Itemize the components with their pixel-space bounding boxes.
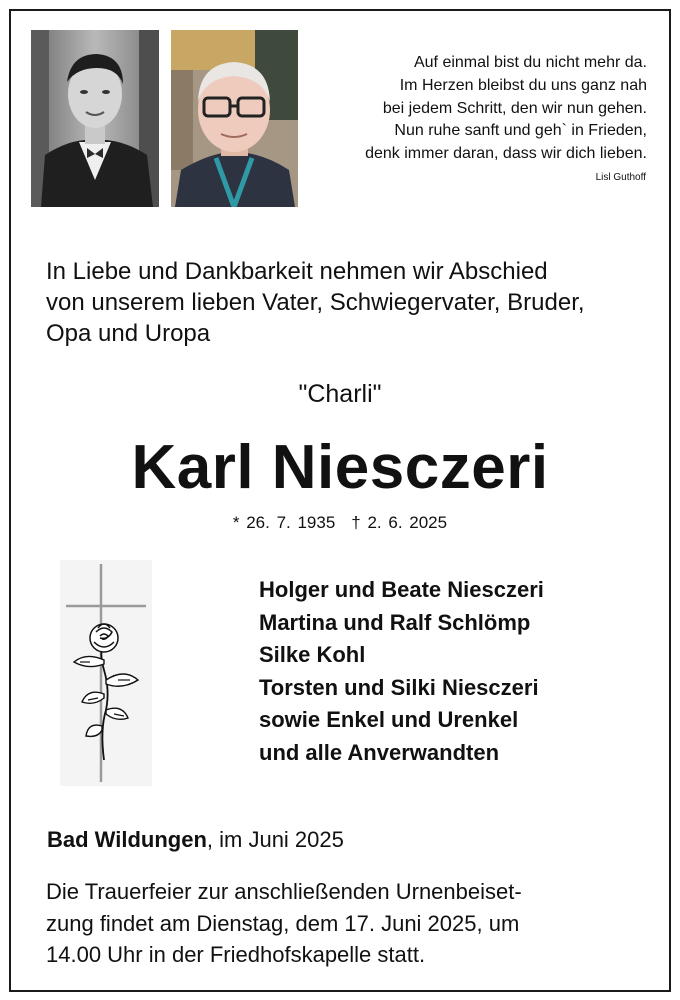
poem-line: Nun ruhe sanft und geh` in Frieden, [394,122,647,140]
funeral-notice [46,876,522,971]
intro-text [46,256,585,349]
cross-with-rose-icon [60,560,152,786]
poem-author: Lisl Guthoff [595,172,646,183]
place-and-date [47,827,344,853]
intro-line: In Liebe und Dankbarkeit nehmen wir Abschied [46,258,548,285]
mourners-list [259,574,544,769]
photo-elderly-portrait [171,30,298,207]
deceased-nickname: "Charli" [298,380,382,408]
intro-line: Opa und Uropa [46,320,211,347]
death-date: † 2. 6. 2025 [351,513,448,532]
notice-line: 14.00 Uhr in der Friedhofskapelle statt. [46,942,426,967]
poem-line: Im Herzen bleibst du uns ganz nah [399,76,647,94]
mourner-entry: Torsten und Silki Niesczeri [259,674,539,700]
photo-young-portrait [31,30,159,207]
poem [365,52,647,166]
poem-line: Auf einmal bist du nicht mehr da. [413,54,647,71]
notice-line: zung findet am Dienstag, dem 17. Juni 2025, um [46,910,520,936]
mourner-entry: Silke Kohl [259,642,366,667]
place-city: Bad Wildungen [47,827,207,852]
notice-line: Die Trauerfeier zur anschließenden Urnenbeiset- [46,879,522,904]
deceased-name: Karl Niesczeri [131,433,549,502]
intro-line: von unserem lieben Vater, Schwiegervater, Bruder, [46,289,585,316]
mourner-entry: sowie Enkel und Urenkel [259,707,519,732]
poem-line: bei jedem Schritt, den wir nun gehen. [382,99,647,117]
poem-line: denk immer daran, dass wir dich lieben. [365,145,647,163]
place-date: , im Juni 2025 [206,827,344,852]
mourner-entry: Martina und Ralf Schlömp [259,609,531,635]
mourner-entry: und alle Anverwandten [259,739,500,765]
life-dates [0,513,680,533]
mourner-entry: Holger und Beate Niesczeri [259,577,544,602]
birth-date: * 26. 7. 1935 [232,513,336,532]
